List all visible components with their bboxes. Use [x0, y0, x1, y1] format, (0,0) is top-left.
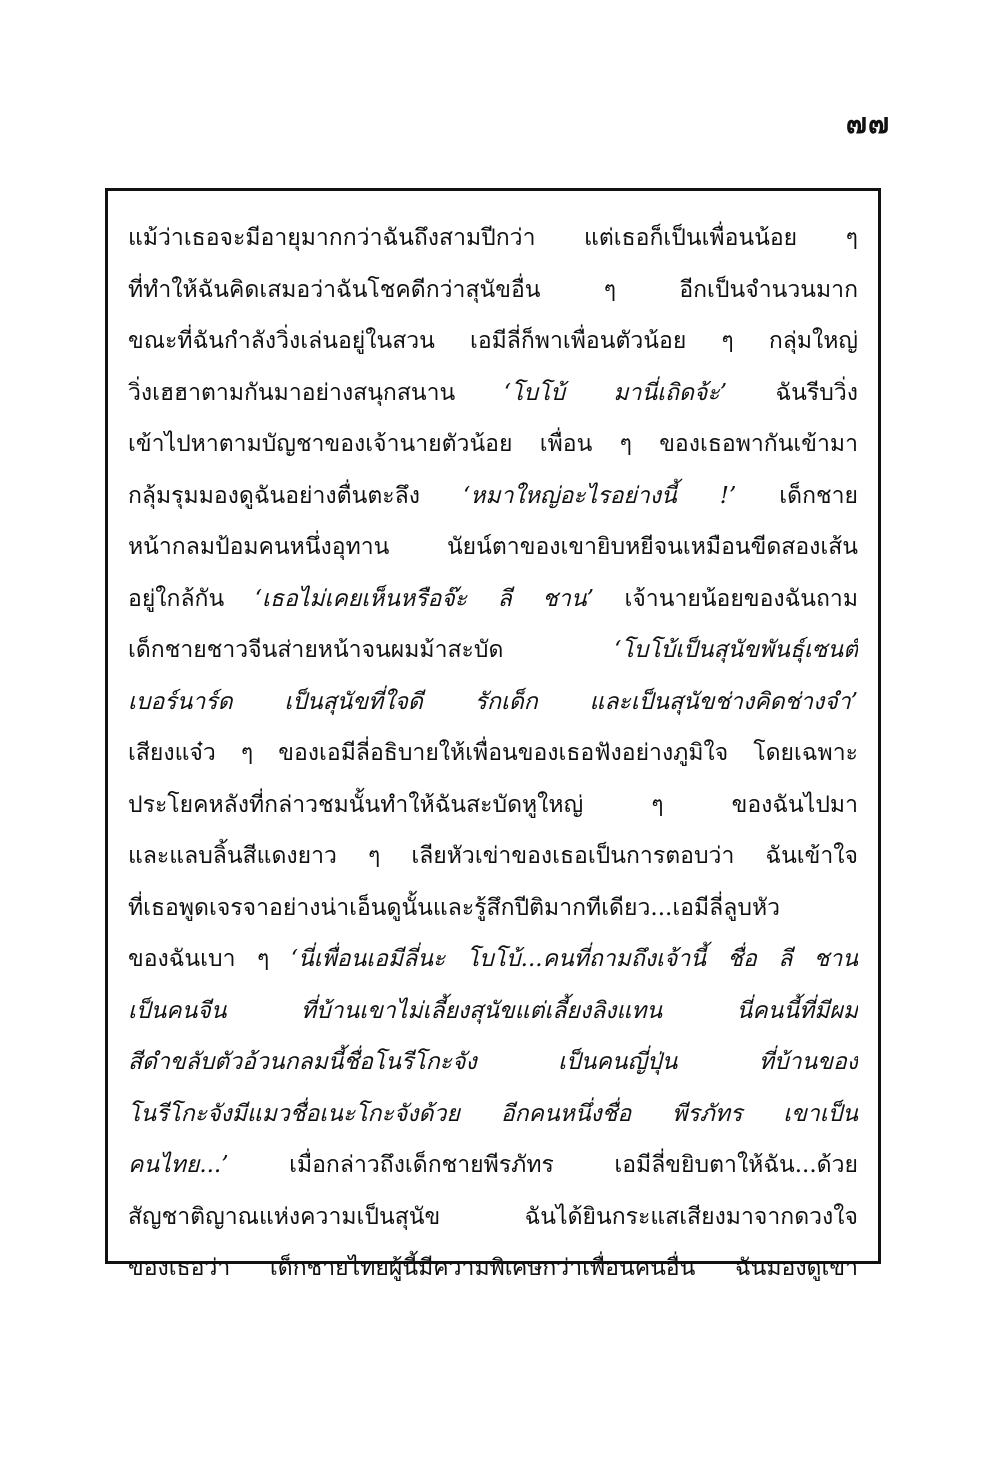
text-line [128, 883, 858, 935]
text-frame [105, 188, 881, 1281]
text-segment: เด็กชาย [736, 482, 858, 509]
italic-dialogue-segment: เบอร์นาร์ด เป็นสุนัขที่ใจดี รักเด็ก และเป็นสุนัขช่างคิดช่างจำ’ [128, 688, 858, 715]
text-segment: เข้าไปหาตามบัญชาของเจ้านายตัวน้อย เพื่อน ๆ ของเธอพากันเข้ามา [128, 431, 858, 457]
text-segment: ขณะที่ฉันกำลังวิ่งเล่นอยู่ในสวน เอมีลี่ก็พาเพื่อนตัวน้อย ๆ กลุ่มใหญ่ [128, 328, 858, 354]
text-line [128, 316, 858, 368]
italic-dialogue-segment: ‘โบโบ้ มานี่เถิดจ้ะ’ [503, 379, 728, 406]
text-line [128, 986, 858, 1038]
text-line [128, 625, 858, 677]
text-line [128, 213, 858, 265]
italic-dialogue-segment: ‘หมาใหญ่อะไรอย่างนี้ !’ [462, 482, 737, 509]
text-segment: ประโยคหลังที่กล่าวชมนั้นทำให้ฉันสะบัดหูใหญ่ ๆ ของฉันไปมา [128, 791, 858, 818]
text-segment: เมื่อกล่าวถึงเด็กชายพีรภัทร เอมีลี่ขยิบตาให้ฉัน...ด้วย [228, 1152, 858, 1178]
page-number: ๗๗ [845, 107, 890, 140]
text-line [128, 471, 858, 523]
text-segment: วิ่งเฮฮาตามกันมาอย่างสนุกสนาน [128, 379, 504, 406]
text-segment: ฉันรีบวิ่ง [727, 379, 858, 406]
body-text [128, 213, 858, 1295]
text-line [128, 574, 858, 626]
text-segment: ที่เธอพูดเจรจาอย่างน่าเอ็นดูนั้นและรู้สึกปีติมากทีเดียว...เอมีลี่ลูบหัว [128, 894, 781, 921]
text-line [128, 368, 858, 420]
text-segment: ของฉันเบา ๆ [128, 946, 291, 972]
text-line [128, 522, 858, 574]
text-line [128, 265, 858, 317]
text-line [128, 1037, 858, 1089]
text-line [128, 1089, 858, 1141]
text-segment: หน้ากลมป้อมคนหนึ่งอุทาน นัยน์ตาของเขายิบหยีจนเหมือนขีดสองเส้น [128, 534, 858, 560]
italic-dialogue-segment: ‘โบโบ้เป็นสุนัขพันธุ์เซนต์ [614, 637, 858, 663]
text-segment: เด็กชายชาวจีนส่ายหน้าจนผมม้าสะบัด [128, 637, 615, 663]
italic-dialogue-segment: คนไทย...’ [128, 1152, 229, 1178]
text-segment: แม้ว่าเธอจะมีอายุมากกว่าฉันถึงสามปีกว่า แต่เธอก็เป็นเพื่อนน้อย ๆ [128, 225, 858, 251]
italic-dialogue-segment: ‘นี่เพื่อนเอมีลี่นะ โบโบ้...คนที่ถามถึงเจ้านี้ ชื่อ ลี ชาน [290, 946, 858, 972]
italic-dialogue-segment: ‘เธอไม่เคยเห็นหรือจ๊ะ ลี ชาน’ [254, 585, 594, 612]
text-segment: อยู่ใกล้กัน [128, 585, 255, 612]
text-line [128, 831, 858, 883]
italic-dialogue-segment: โนรีโกะจังมีแมวชื่อเนะโกะจังด้วย อีกคนหนึ่งชื่อ พีรภัทร เขาเป็น [128, 1100, 858, 1127]
text-line [128, 780, 858, 832]
text-segment: ที่ทำให้ฉันคิดเสมอว่าฉันโชคดีกว่าสุนัขอื่น ๆ อีกเป็นจำนวนมาก [128, 276, 858, 303]
text-line [128, 419, 858, 471]
italic-dialogue-segment: สีดำขลับตัวอ้วนกลมนี้ชื่อโนรีโกะจัง เป็นคนญี่ปุ่น ที่บ้านของ [128, 1049, 858, 1075]
text-segment: กลุ้มรุมมองดูฉันอย่างตื่นตะลึง [128, 482, 463, 509]
text-line [128, 1140, 858, 1192]
text-line [128, 1243, 858, 1295]
text-line [128, 677, 858, 729]
text-segment: สัญชาติญาณแห่งความเป็นสุนัข ฉันได้ยินกระแสเสียงมาจากดวงใจ [128, 1203, 858, 1230]
text-segment: และแลบลิ้นสีแดงยาว ๆ เลียหัวเข่าของเธอเป็นการตอบว่า ฉันเข้าใจ [128, 843, 858, 869]
text-segment: ของเธอว่า เด็กชายไทยผู้นี้มีความพิเศษกว่าเพื่อนคนอื่น ฉันมองดูเขา [128, 1255, 858, 1281]
text-line [128, 1192, 858, 1244]
text-segment: เสียงแจ๋ว ๆ ของเอมีลี่อธิบายให้เพื่อนของเธอฟังอย่างภูมิใจ โดยเฉพาะ [128, 740, 858, 766]
text-line [128, 728, 858, 780]
text-segment: เจ้านายน้อยของฉันถาม [593, 585, 858, 612]
text-line [128, 934, 858, 986]
italic-dialogue-segment: เป็นคนจีน ที่บ้านเขาไม่เลี้ยงสุนัขแต่เลี้ยงลิงแทน นี่คนนี้ที่มีผม [128, 997, 858, 1024]
